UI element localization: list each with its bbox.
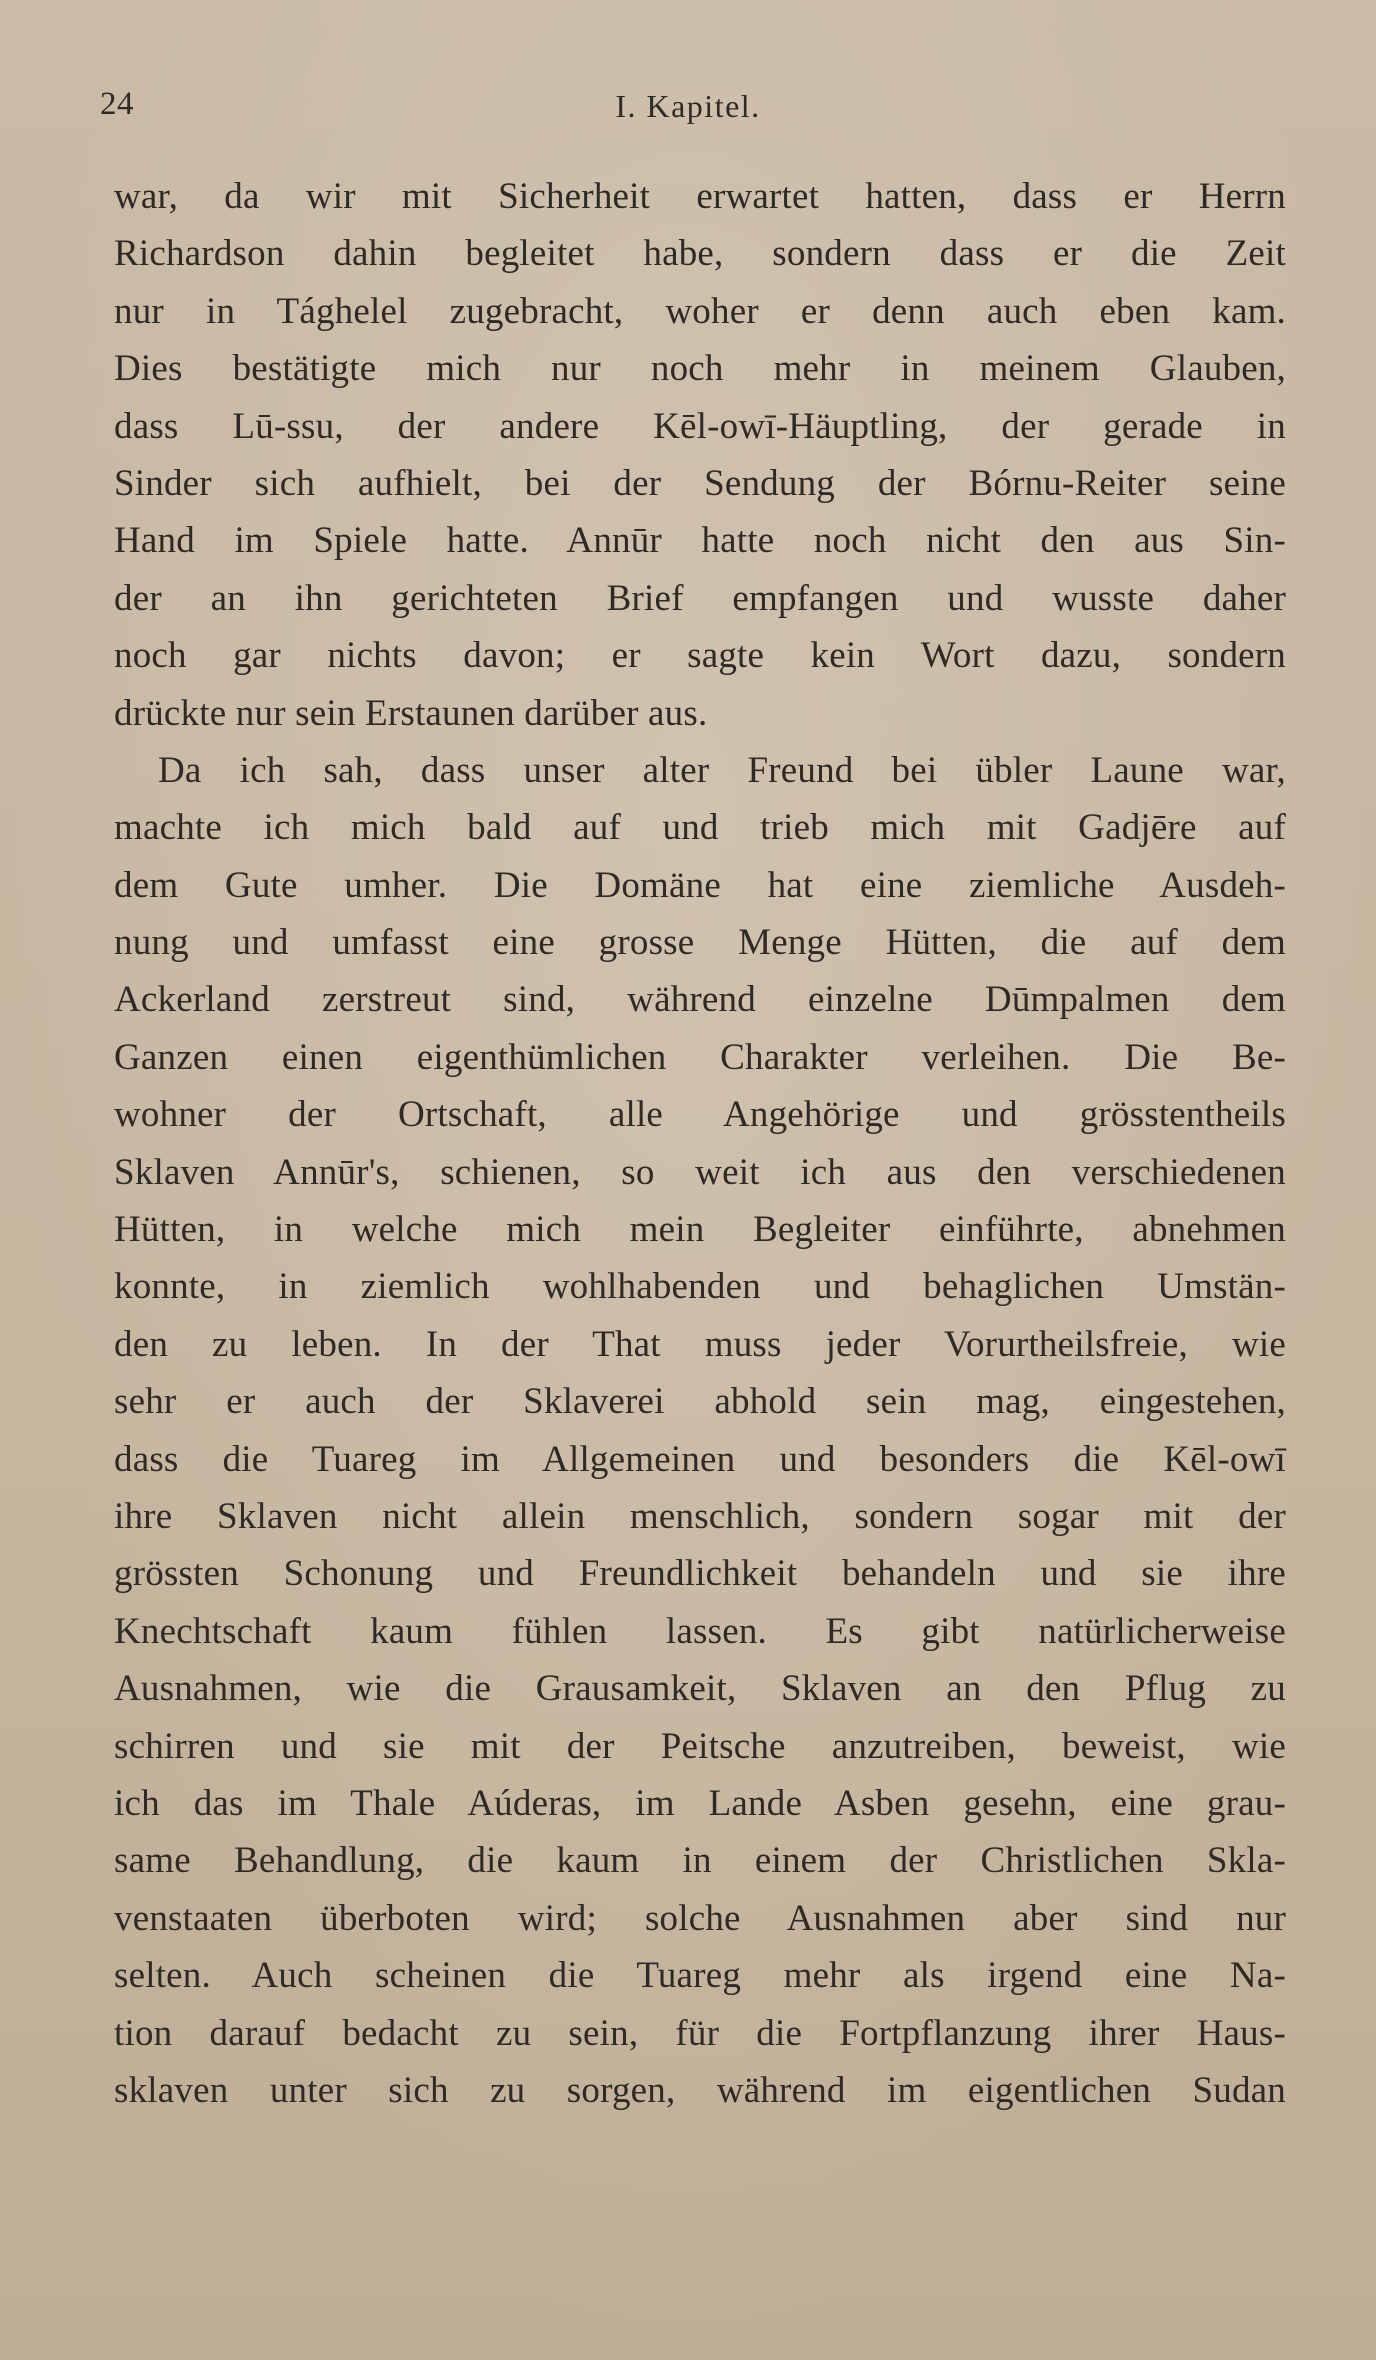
text-line: Ackerland zerstreut sind, während einzelne Dūmpalmen dem [114, 979, 1286, 1021]
text-line: nur in Tághelel zugebracht, woher er denn auch eben kam. [114, 290, 1286, 332]
text-line: noch gar nichts davon; er sagte kein Wort dazu, sondern [114, 635, 1286, 677]
text-line: ich das im Thale Aúderas, im Lande Asben gesehn, eine grau- [114, 1782, 1286, 1824]
text-line: Sklaven Annūr's, schienen, so weit ich aus den verschiedenen [114, 1151, 1286, 1193]
text-line: schirren und sie mit der Peitsche anzutreiben, beweist, wie [114, 1725, 1286, 1767]
paragraph-start-line: Da ich sah, dass unser alter Freund bei übler Laune war, [158, 749, 1286, 791]
text-line: same Behandlung, die kaum in einem der Christlichen Skla- [114, 1840, 1286, 1882]
text-line: venstaaten überboten wird; solche Ausnahmen aber sind nur [114, 1897, 1286, 1939]
text-line: dass die Tuareg im Allgemeinen und besonders die Kēl-owī [114, 1438, 1286, 1480]
text-line: Ausnahmen, wie die Grausamkeit, Sklaven an den Pflug zu [114, 1668, 1286, 1710]
text-line: selten. Auch scheinen die Tuareg mehr als irgend eine Na- [114, 1955, 1286, 1997]
text-line: dem Gute umher. Die Domäne hat eine ziemliche Ausdeh- [114, 864, 1286, 906]
text-line: dass Lū-ssu, der andere Kēl-owī-Häuptling, der gerade in [114, 405, 1286, 447]
paragraph-end-line: drückte nur sein Erstaunen darüber aus. [114, 692, 708, 734]
text-line: machte ich mich bald auf und trieb mich mit Gadjēre auf [114, 807, 1286, 849]
page-number: 24 [100, 86, 134, 122]
text-line: Hütten, in welche mich mein Begleiter einführte, abnehmen [114, 1209, 1286, 1251]
text-line: Sinder sich aufhielt, bei der Sendung der Bórnu-Reiter seine [114, 462, 1286, 504]
text-line: nung und umfasst eine grosse Menge Hütten, die auf dem [114, 922, 1286, 964]
text-line: ihre Sklaven nicht allein menschlich, sondern sogar mit der [114, 1495, 1286, 1537]
text-line: Hand im Spiele hatte. Annūr hatte noch nicht den aus Sin- [114, 520, 1286, 562]
running-head: I. Kapitel. [615, 88, 761, 124]
page-header [0, 86, 1376, 136]
text-line: Richardson dahin begleitet habe, sondern dass er die Zeit [114, 233, 1286, 275]
text-line: der an ihn gerichteten Brief empfangen und wusste daher [114, 577, 1286, 619]
text-line: grössten Schonung und Freundlichkeit behandeln und sie ihre [114, 1553, 1286, 1595]
text-line: den zu leben. In der That muss jeder Vorurtheilsfreie, wie [114, 1323, 1286, 1365]
body-text [114, 168, 1286, 2119]
text-line: tion darauf bedacht zu sein, für die Fortpflanzung ihrer Haus- [114, 2012, 1286, 2054]
text-line: Dies bestätigte mich nur noch mehr in meinem Glauben, [114, 348, 1286, 390]
text-line: sklaven unter sich zu sorgen, während im eigentlichen Sudan [114, 2069, 1286, 2111]
text-line: sehr er auch der Sklaverei abhold sein mag, eingestehen, [114, 1381, 1286, 1423]
text-line: Ganzen einen eigenthümlichen Charakter verleihen. Die Be- [114, 1036, 1286, 1078]
text-line: wohner der Ortschaft, alle Angehörige und grösstentheils [114, 1094, 1286, 1136]
text-line: Knechtschaft kaum fühlen lassen. Es gibt natürlicherweise [114, 1610, 1286, 1652]
text-line: konnte, in ziemlich wohlhabenden und behaglichen Umstän- [114, 1266, 1286, 1308]
text-line: war, da wir mit Sicherheit erwartet hatten, dass er Herrn [114, 176, 1286, 217]
